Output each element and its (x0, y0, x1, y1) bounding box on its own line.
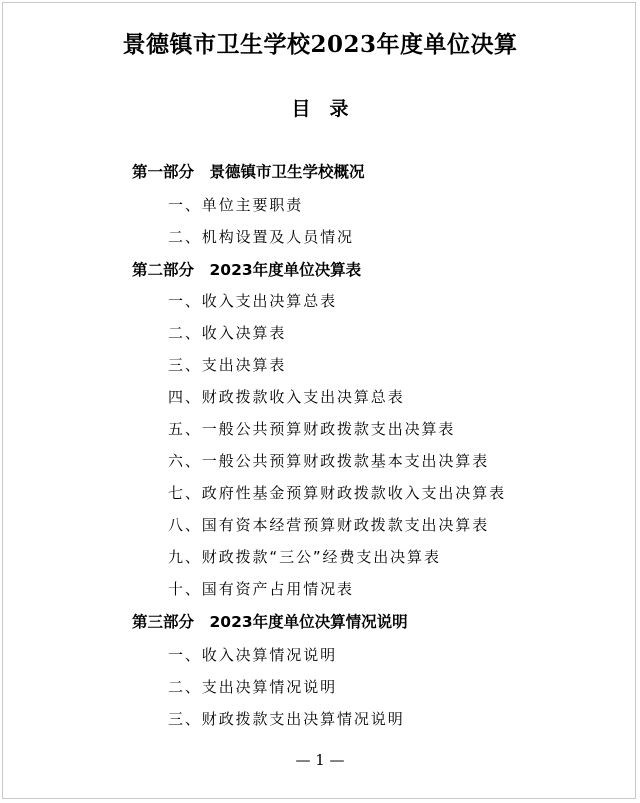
toc-part-2[interactable]: 第二部分 2023年度单位决算表 (132, 261, 362, 279)
toc-item[interactable]: 一、收入支出决算总表 (168, 292, 338, 310)
toc-item[interactable]: 二、支出决算情况说明 (168, 678, 338, 696)
toc-item[interactable]: 四、财政拨款收入支出决算总表 (168, 388, 405, 406)
toc-item[interactable]: 十、国有资产占用情况表 (168, 580, 354, 598)
page-number: — 1 — (295, 751, 345, 769)
toc-item[interactable]: 二、收入决算表 (168, 324, 287, 342)
toc-item[interactable]: 八、国有资本经营预算财政拨款支出决算表 (168, 516, 490, 534)
toc-item[interactable]: 九、财政拨款“三公”经费支出决算表 (168, 548, 441, 566)
toc-item[interactable]: 一、单位主要职责 (168, 196, 304, 214)
toc-item[interactable]: 六、一般公共预算财政拨款基本支出决算表 (168, 452, 490, 470)
toc-part-3[interactable]: 第三部分 2023年度单位决算情况说明 (132, 613, 408, 631)
toc-item[interactable]: 二、机构设置及人员情况 (168, 228, 354, 246)
document-title: 景德镇市卫生学校2023年度单位决算 (122, 31, 518, 58)
toc-item[interactable]: 三、财政拨款支出决算情况说明 (168, 710, 405, 728)
toc-item[interactable]: 一、收入决算情况说明 (168, 646, 338, 664)
toc-part-1[interactable]: 第一部分 景德镇市卫生学校概况 (132, 163, 365, 181)
toc-item[interactable]: 三、支出决算表 (168, 356, 287, 374)
toc-item[interactable]: 五、一般公共预算财政拨款支出决算表 (168, 420, 456, 438)
toc-item[interactable]: 七、政府性基金预算财政拨款收入支出决算表 (168, 484, 507, 502)
toc-heading: 目 录 (291, 98, 349, 120)
